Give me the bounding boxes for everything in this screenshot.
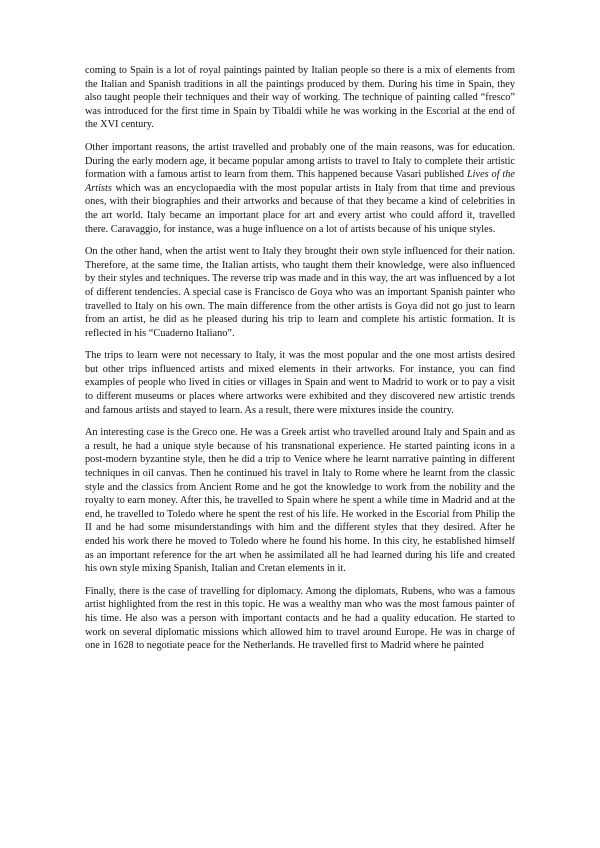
paragraph-education-text-start: Other important reasons, the artist travelled and probably one of the main reasons, was for education. During the early modern age, it became popular among artists to travel to Italy to complete their artistic formation with a famous artist to learn from them. This happened because Vasari published — [85, 141, 515, 181]
book-title-lives-of-the-artists: Lives of the Artists — [85, 169, 515, 194]
paragraph-italian-influence: coming to Spain is a lot of royal paintings painted by Italian people so there is a mix of elements from the Italian and Spanish traditions in all the paintings produced by them. During his time in Spain, they also taught people their techniques and their way of working. The technique of painting called “fresco” was introduced for the first time in Spain by Tibaldi while he was working in the Escorial at the end of the XVI century. — [85, 65, 515, 131]
paragraph-education — [85, 141, 515, 236]
paragraph-greco: An interesting case is the Greco one. He was a Greek artist who travelled around Italy and Spain and as a result, he had a unique style because of his transnational experience. He started painting icons in a post-modern byzantine style, then he did a trip to Venice where he learnt narrative painting in different techniques in oil canvas. Then he continued his travel in Italy to Rome where he learnt from the classic style and the classics from Ancient Rome and he got the knowledge to work from the nobility and the royalty to earn money. After this, he travelled to Spain where he spent a while time in Madrid and at the end, he travelled to Toledo where he spent the rest of his life. He worked in the Escorial from Philip the II and he had some misunderstandings with him and the different styles that they desired. After he ended his work there he moved to Toledo where he found his home. In this city, he established himself as an important reference for the art when he assimilated all he had learned during his life and created his own style mixing Spanish, Italian and Cretan elements in it. — [85, 427, 515, 575]
document-page — [85, 64, 515, 653]
paragraph-diplomacy-rubens: Finally, there is the case of travelling for diplomacy. Among the diplomats, Rubens, who was a famous artist highlighted from the rest in this topic. He was a wealthy man who was the most famous painter of his time. He also was a person with important contacts and he had a quality education. He started to work on several diplomatic missions which allowed him to travel around Europe. He was in charge of one in 1628 to negotiate peace for the Netherlands. He travelled first to Madrid where he painted — [85, 585, 515, 652]
paragraph-reverse-influence: On the other hand, when the artist went to Italy they brought their own style influenced for their nation. Therefore, at the same time, the Italian artists, who taught them their knowledge, were also influenced by their styles and techniques. The reverse trip was made and in this way, the art was influenced by a lot of different tendencies. A special case is Francisco de Goya who was an important Spanish painter who travelled to Italy on his own. The main difference from the other artists is Goya did not go just to learn from an artist, he did as he pleased during his trip to learn and complete his artistic formation. It is reflected in his “Cuaderno Italiano”. — [85, 246, 515, 339]
paragraph-education-text-end: which was an encyclopaedia with the most popular artists in Italy from that time and previous ones, with their biographies and their artworks and because of that they became a kind of celebrities in the art world. Italy became an important place for art and every artist who could afford it, travelled there. Caravaggio, for instance, was a huge influence on a lot of artists because of his unique styles. — [85, 182, 515, 235]
paragraph-domestic-trips: The trips to learn were not necessary to Italy, it was the most popular and the one most artists desired but other trips influenced artists and mixed elements in their artworks. For instance, you can find examples of people who lived in cities or villages in Spain and went to Madrid to work or to pay a visit to different museums or places where artworks were exhibited and they discovered new artistic trends and famous artists and stayed to learn. As a result, there were mixtures inside the country. — [85, 350, 515, 416]
